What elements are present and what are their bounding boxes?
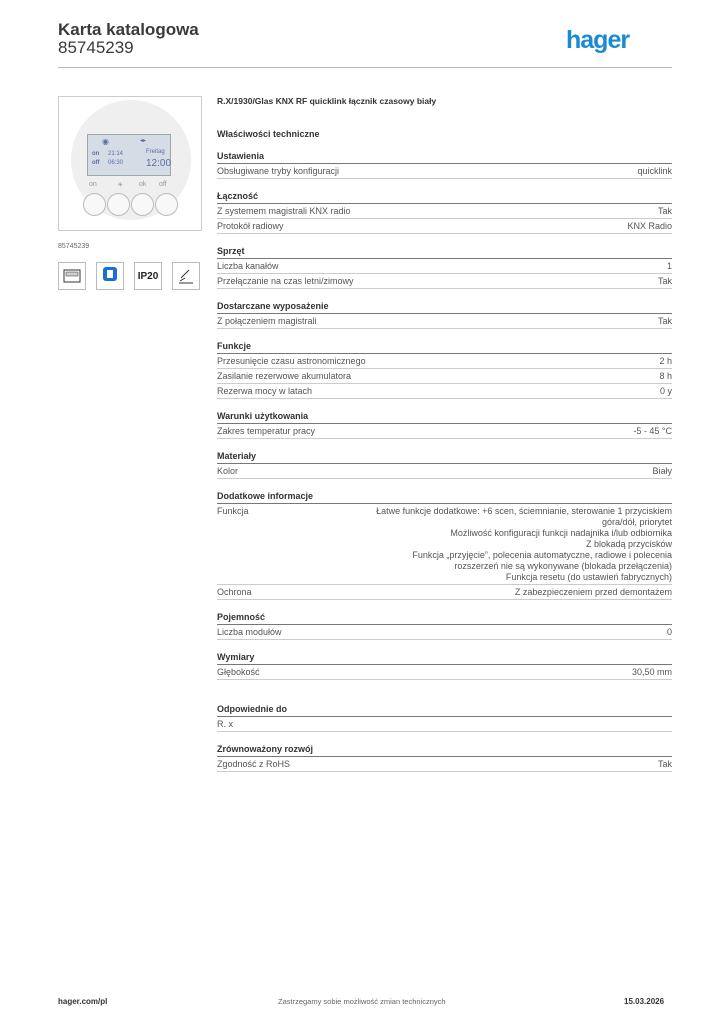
spec-label: Przesunięcie czasu astronomicznego [217,356,366,366]
installation-icon [172,262,200,290]
lcd-on: on [92,151,100,157]
tech-heading: Właściwości techniczne [217,129,320,139]
section-heading: Ustawienia [217,151,672,164]
device-button [155,193,178,216]
lcd-off: off [92,160,100,166]
product-code: 85745239 [58,38,134,57]
device-display [87,134,171,176]
device-button [83,193,106,216]
spec-row [217,354,672,369]
spec-row [217,585,672,600]
spec-label: Ochrona [217,587,252,597]
section-heading: Odpowiednie do [217,704,672,717]
btn-label: ok [139,181,147,188]
page-title: Karta katalogowa [58,20,199,39]
spec-row [217,464,672,479]
spec-row [217,259,672,274]
spec-value: 8 h [659,371,672,381]
spec-value: Łatwe funkcje dodatkowe: +6 scen, ściemnianie, sterowanie 1 przyciskiem góra/dół, priorytet Możliwość konfiguracji funkcji nadajnika i/lub odbiornika Z blokadą przycisków Funkcja „przyjęcie”, polecenia automatyczne, radiowe i polecenia rozszerzeń nie są wykonywane (blokada przełączenia) Funkcja resetu (do ustawień fabrycznych) [376,506,672,582]
spec-label: Przełączanie na czas letni/zimowy [217,276,354,286]
image-code: 85745239 [58,243,90,250]
spec-label: Liczba modułów [217,627,282,637]
spec-row [217,204,672,219]
spec-label: Funkcja [217,506,249,516]
section-heading: Łączność [217,191,672,204]
btn-label: off [159,181,167,188]
spec-value: Tak [657,206,672,216]
spec-label: Zasilanie rezerwowe akumulatora [217,371,352,381]
spec-value: Tak [657,276,672,286]
spec-value: Tak [657,316,672,326]
spec-label: Liczba kanałów [217,261,279,271]
spec-value: 0 [666,627,672,637]
spec-label: Zgodność z RoHS [217,759,291,769]
spec-value: 2 h [659,356,672,366]
spec-label: Z połączeniem magistrali [217,316,317,326]
spec-label: Głębokość [217,667,260,677]
spec-value: Biały [652,466,672,476]
divider [58,67,672,68]
spec-label: Z systemem magistrali KNX radio [217,206,351,216]
spec-label: Kolor [217,466,239,476]
spec-row [217,625,672,640]
spec-row [217,219,672,234]
radio-icon: ◂▸ [140,138,147,144]
section-heading: Wymiary [217,652,672,665]
lcd-time: 12:00 [146,158,172,169]
section-heading: Materiały [217,451,672,464]
btn-label: on [89,181,97,188]
spec-row [217,274,672,289]
spec-value: Z zabezpieczeniem przed demontażem [514,587,672,597]
spec-row [217,665,672,680]
spec-label: Protokół radiowy [217,221,284,231]
section-heading: Dostarczane wyposażenie [217,301,672,314]
globe-icon: ◉ [102,137,109,146]
spec-row [217,369,672,384]
btn-label: ☀ [117,182,124,189]
footer-date: 15.03.2026 [624,997,665,1006]
spec-row [217,757,672,772]
device-button [131,193,154,216]
spec-row [217,384,672,399]
lcd-time-on: 21:14 [108,151,124,157]
lcd-time-off: 06:30 [108,160,124,166]
section-heading: Sprzęt [217,246,672,259]
spec-label: R. x [217,719,234,729]
product-title: R.X/1930/Glas KNX RF quicklink łącznik czasowy biały [217,96,437,106]
spec-value: 30,50 mm [631,667,672,677]
hager-logo: hager [566,26,630,54]
spec-value: KNX Radio [627,221,672,231]
spec-value: 1 [666,261,672,271]
spec-value: 0 y [659,386,672,396]
spec-row [217,504,672,585]
spec-label: Rezerwa mocy w latach [217,386,313,396]
spec-row [217,717,672,732]
section-heading: Warunki użytkowania [217,411,672,424]
spec-row [217,424,672,439]
footer-website[interactable]: hager.com/pl [58,997,108,1006]
lcd-day: Freitag [146,149,165,155]
footer-note: Zastrzegamy sobie możliwość zmian technicznych [278,997,446,1006]
spec-panel [217,96,672,772]
spec-row [217,314,672,329]
spec-label: Obsługiwane tryby konfiguracji [217,166,340,176]
section-heading: Dodatkowe informacje [217,491,672,504]
ip20-badge: IP20 [134,262,162,290]
product-image [58,96,202,231]
section-heading: Zrównoważony rozwój [217,744,672,757]
spec-label: Zakres temperatur pracy [217,426,316,436]
clock-icon [58,262,86,290]
device-button [107,193,130,216]
spec-value: Tak [657,759,672,769]
section-heading: Funkcje [217,341,672,354]
quicklink-icon [96,262,124,290]
spec-value: -5 - 45 °C [633,426,672,436]
spec-value: quicklink [637,166,672,176]
section-heading: Pojemność [217,612,672,625]
spec-row [217,164,672,179]
